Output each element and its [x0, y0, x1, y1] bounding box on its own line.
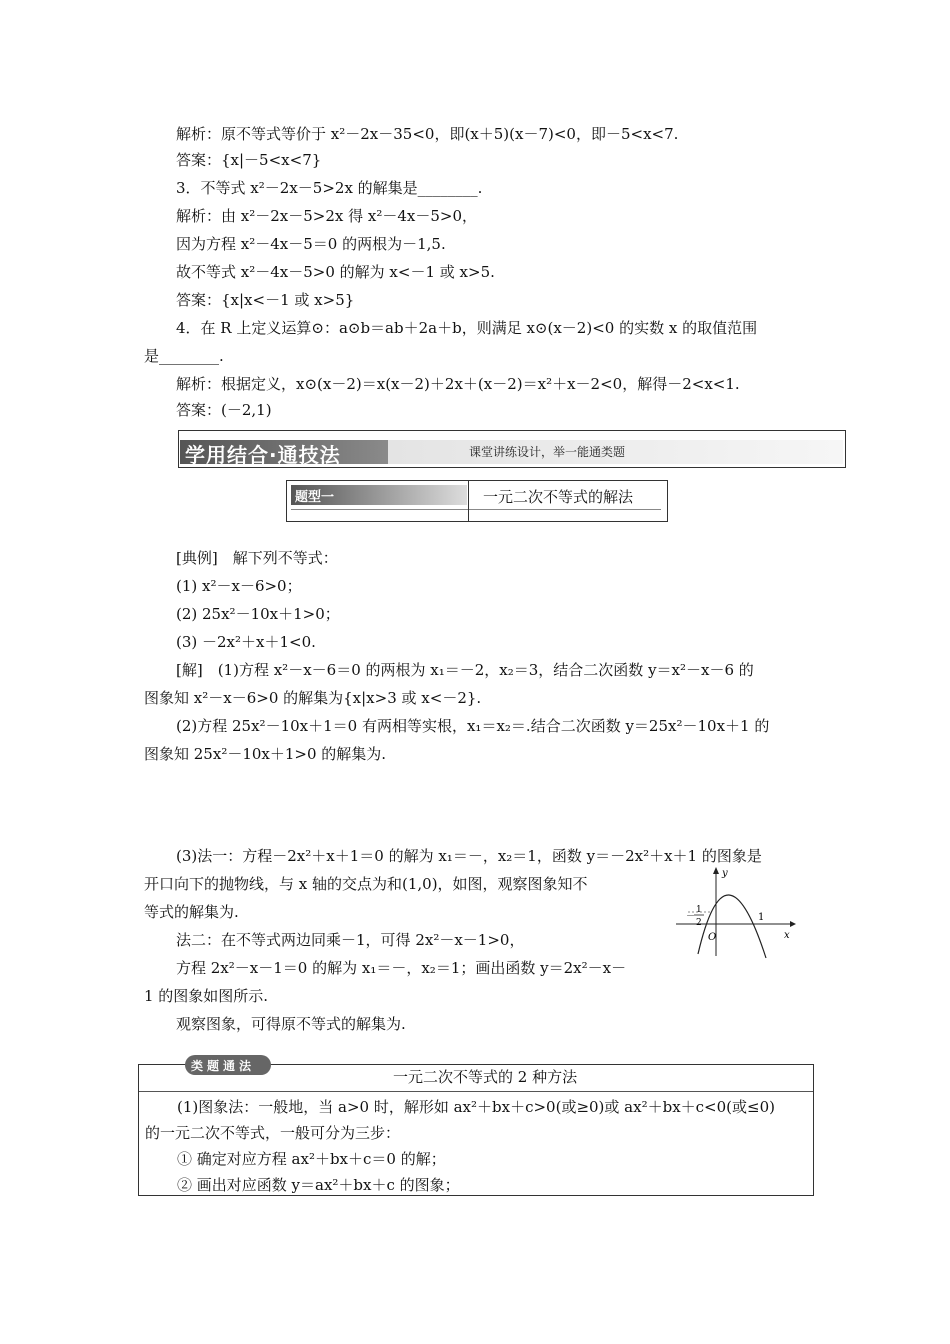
parabola-graph: [672, 864, 798, 960]
example-item: (2) 25x²－10x＋1>0；: [176, 605, 340, 623]
topic-box: [286, 480, 668, 522]
topic-divider: [291, 509, 661, 510]
solution-line: 等式的解集为.: [144, 903, 239, 921]
method-tag: 类题通法: [191, 1059, 256, 1073]
solution-line: 方程 2x²－x－1＝0 的解为 x₁＝－，x₂＝1；画出函数 y＝2x²－x－: [176, 959, 627, 977]
question-4: 4．在 R 上定义运算⊙：a⊙b＝ab＋2a＋b，则满足 x⊙(x－2)<0 的实数 x 的取值范围: [176, 319, 758, 337]
solution-line: [解] (1)方程 x²－x－6＝0 的两根为 x₁＝－2，x₂＝3，结合二次函数 y＝x²－x－6 的: [176, 661, 754, 679]
solution-line: 解析：根据定义，x⊙(x－2)＝x(x－2)＋2x＋(x－2)＝x²＋x－2<0，解得－2<x<1.: [176, 375, 740, 393]
topic-title: 一元二次不等式的解法: [483, 488, 634, 506]
solution-line: 解析：由 x²－2x－5>2x 得 x²－4x－5>0，: [176, 207, 478, 225]
answer-line: 答案：{x|－5<x<7}: [176, 151, 322, 169]
solution-line: 图象知 25x²－10x＋1>0 的解集为.: [144, 745, 387, 763]
solution-line: 1 的图象如图所示.: [144, 987, 269, 1005]
solution-line: (2)方程 25x²－10x＋1＝0 有两相等实根，x₁＝x₂＝.结合二次函数 y＝25x²－10x＋1 的: [176, 717, 770, 735]
neg-half-sign: －: [686, 912, 696, 922]
solution-line: 法二：在不等式两边同乘－1，可得 2x²－x－1>0，: [176, 931, 525, 949]
y-axis-arrow: [713, 867, 719, 874]
solution-line: 解析：原不等式等价于 x²－2x－35<0，即(x＋5)(x－7)<0，即－5<x<7.: [176, 125, 679, 143]
origin-label: O: [708, 932, 717, 943]
question-4-cont: 是________.: [144, 347, 224, 365]
question-3: 3．不等式 x²－2x－5>2x 的解集是________.: [176, 179, 483, 197]
neg-half-num: 1: [696, 905, 702, 915]
x-axis-arrow: [790, 921, 796, 927]
parabola-curve: [698, 895, 766, 958]
method-divider: [139, 1091, 813, 1092]
solution-line: 图象知 x²－x－6>0 的解集为{x|x>3 或 x<－2}.: [144, 689, 482, 707]
answer-line: 答案：{x|x<－1 或 x>5}: [176, 291, 355, 309]
solution-line: (3)法一：方程－2x²＋x＋1＝0 的解为 x₁＝－，x₂＝1，函数 y＝－2x²＋x＋1 的图象是: [176, 847, 762, 865]
example-item: (1) x²－x－6>0；: [176, 577, 302, 595]
topic-label: 题型一: [295, 490, 335, 505]
method-title: 一元二次不等式的 2 种方法: [393, 1068, 578, 1086]
method-line: 的一元二次不等式，一般可分为三步：: [145, 1124, 401, 1142]
solution-line: 开口向下的抛物线，与 x 轴的交点为和(1,0)，如图，观察图象知不: [144, 875, 588, 893]
method-box: [138, 1059, 814, 1196]
solution-line: 因为方程 x²－4x－5＝0 的两根为－1,5.: [176, 235, 446, 253]
neg-half-den: 2: [696, 918, 702, 928]
x-axis-label: x: [784, 930, 790, 941]
example-item: (3) －2x²＋x＋1<0.: [176, 633, 316, 651]
method-line: (1)图象法：一般地，当 a>0 时，解形如 ax²＋bx＋c>0(或≥0)或 ax²＋bx＋c<0(或≤0): [177, 1098, 775, 1116]
method-line: ① 确定对应方程 ax²＋bx＋c＝0 的解；: [177, 1150, 446, 1168]
solution-line: 观察图象，可得原不等式的解集为.: [176, 1015, 406, 1033]
y-axis-label: y: [722, 868, 728, 879]
banner-subtitle: 课堂讲练设计，举一能通类题: [469, 445, 626, 459]
solution-line: 故不等式 x²－4x－5>0 的解为 x<－1 或 x>5.: [176, 263, 495, 281]
section-banner: [178, 430, 846, 468]
topic-divider-vertical: [468, 481, 469, 521]
root-one-label: 1: [758, 912, 765, 923]
banner-title: 学用结合·通技法: [185, 443, 341, 467]
example-heading: [典例] 解下列不等式：: [176, 549, 338, 567]
answer-line: 答案：(－2,1): [176, 401, 272, 419]
method-line: ② 画出对应函数 y＝ax²＋bx＋c 的图象；: [177, 1176, 460, 1194]
